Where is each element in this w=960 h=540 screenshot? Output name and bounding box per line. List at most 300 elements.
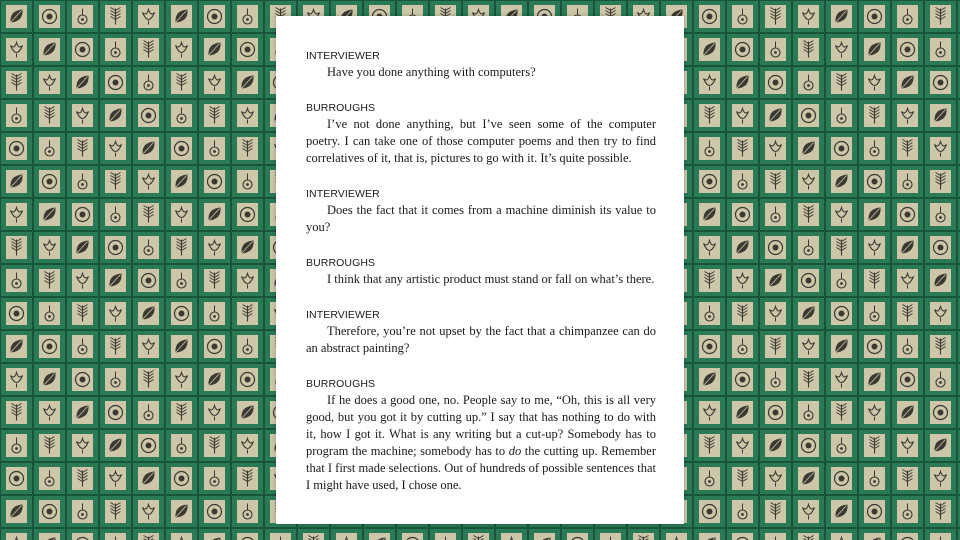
wallpaper-tile-bloom-icon	[67, 430, 98, 461]
wallpaper-tile-seed-icon	[727, 496, 758, 527]
wallpaper-tile-bloom-icon	[892, 100, 923, 131]
wallpaper-tile-bloom-icon	[694, 67, 725, 98]
wallpaper-tile-fern-icon	[298, 529, 329, 540]
wallpaper-tile-flower-icon	[34, 496, 65, 527]
wallpaper-tile-bloom-icon	[199, 67, 230, 98]
wallpaper-tile-flower-icon	[166, 298, 197, 329]
speech-text: Have you done anything with computers?	[327, 65, 536, 79]
wallpaper-tile-flower-icon	[760, 397, 791, 428]
wallpaper-tile-bloom-icon	[199, 397, 230, 428]
wallpaper-tile-seed-icon	[1, 265, 32, 296]
wallpaper-tile-leaf-icon	[826, 331, 857, 362]
wallpaper-tile-bloom-icon	[760, 463, 791, 494]
wallpaper-tile-seed-icon	[232, 496, 263, 527]
wallpaper-tile-leaf-icon	[727, 397, 758, 428]
wallpaper-tile-flower-icon	[397, 529, 428, 540]
wallpaper-tile-seed-icon	[133, 232, 164, 263]
wallpaper-tile-flower-icon	[760, 67, 791, 98]
wallpaper-tile-flower-icon	[760, 232, 791, 263]
wallpaper-tile-seed-icon	[793, 397, 824, 428]
wallpaper-tile-fern-icon	[694, 265, 725, 296]
wallpaper-tile-bloom-icon	[793, 166, 824, 197]
dialogue-block	[306, 50, 656, 81]
wallpaper-tile-bloom-icon	[496, 529, 527, 540]
wallpaper-tile-seed-icon	[760, 34, 791, 65]
wallpaper-tile-fern-icon	[34, 265, 65, 296]
wallpaper-tile-bloom-icon	[133, 166, 164, 197]
wallpaper-tile-seed-icon	[232, 1, 263, 32]
wallpaper-tile-leaf-icon	[166, 166, 197, 197]
wallpaper-tile-leaf-icon	[34, 364, 65, 395]
wallpaper-tile-leaf-icon	[727, 67, 758, 98]
wallpaper-tile-bloom-icon	[67, 100, 98, 131]
wallpaper-tile-seed-icon	[859, 133, 890, 164]
wallpaper-tile-bloom-icon	[826, 529, 857, 540]
wallpaper-tile-seed-icon	[67, 331, 98, 362]
speech-emphasis: do	[508, 444, 522, 458]
wallpaper-tile-leaf-icon	[892, 397, 923, 428]
speaker-label: INTERVIEWER	[306, 50, 380, 62]
wallpaper-tile-leaf-icon	[1, 331, 32, 362]
wallpaper-tile-seed-icon	[100, 364, 131, 395]
wallpaper-tile-leaf-icon	[232, 397, 263, 428]
wallpaper-tile-flower-icon	[694, 496, 725, 527]
wallpaper-tile-seed-icon	[760, 199, 791, 230]
wallpaper-tile-fern-icon	[859, 265, 890, 296]
wallpaper-tile-fern-icon	[67, 463, 98, 494]
wallpaper-tile-bloom-icon	[34, 67, 65, 98]
wallpaper-tile-fern-icon	[859, 100, 890, 131]
wallpaper-tile-fern-icon	[1, 67, 32, 98]
wallpaper-tile-bloom-icon	[727, 100, 758, 131]
wallpaper-tile-fern-icon	[166, 397, 197, 428]
wallpaper-tile-leaf-icon	[793, 133, 824, 164]
wallpaper-tile-leaf-icon	[133, 463, 164, 494]
wallpaper-tile-leaf-icon	[199, 364, 230, 395]
wallpaper-tile-flower-icon	[793, 100, 824, 131]
wallpaper-tile-flower-icon	[826, 298, 857, 329]
wallpaper-tile-flower-icon	[34, 166, 65, 197]
wallpaper-tile-bloom-icon	[760, 133, 791, 164]
wallpaper-tile-fern-icon	[34, 100, 65, 131]
wallpaper-tile-leaf-icon	[133, 133, 164, 164]
wallpaper-tile-fern-icon	[925, 496, 956, 527]
wallpaper-tile-seed-icon	[925, 34, 956, 65]
wallpaper-tile-bloom-icon	[100, 298, 131, 329]
wallpaper-tile-fern-icon	[826, 67, 857, 98]
wallpaper-tile-flower-icon	[892, 34, 923, 65]
wallpaper-tile-bloom-icon	[826, 199, 857, 230]
wallpaper-tile-leaf-icon	[760, 100, 791, 131]
wallpaper-tile-fern-icon	[892, 298, 923, 329]
wallpaper-tile-bloom-icon	[166, 34, 197, 65]
wallpaper-tile-fern-icon	[826, 397, 857, 428]
wallpaper-tile-fern-icon	[166, 67, 197, 98]
wallpaper-tile-bloom-icon	[232, 265, 263, 296]
wallpaper-tile-leaf-icon	[826, 166, 857, 197]
wallpaper-tile-bloom-icon	[1, 34, 32, 65]
wallpaper-tile-leaf-icon	[892, 67, 923, 98]
wallpaper-tile-seed-icon	[892, 166, 923, 197]
wallpaper-tile-seed-icon	[232, 331, 263, 362]
wallpaper-tile-leaf-icon	[232, 232, 263, 263]
wallpaper-tile-bloom-icon	[826, 34, 857, 65]
wallpaper-tile-fern-icon	[793, 199, 824, 230]
wallpaper-tile-leaf-icon	[199, 34, 230, 65]
interview-page	[276, 16, 684, 524]
wallpaper-tile-leaf-icon	[1, 496, 32, 527]
wallpaper-tile-flower-icon	[859, 496, 890, 527]
speech-text-part: If he does a good one, no. People say to me, “Oh, this is all very good, but you got it by cutting up.” I say that has nothing to do with it, how I got it. What is any writing but a cut-up? Somebody has to program the machine; somebody has to	[306, 393, 656, 458]
wallpaper-tile-leaf-icon	[100, 265, 131, 296]
wallpaper-tile-seed-icon	[34, 463, 65, 494]
wallpaper-tile-leaf-icon	[694, 34, 725, 65]
wallpaper-tile-leaf-icon	[166, 496, 197, 527]
wallpaper-tile-flower-icon	[793, 265, 824, 296]
wallpaper-tile-seed-icon	[826, 265, 857, 296]
wallpaper-tile-seed-icon	[166, 100, 197, 131]
wallpaper-tile-seed-icon	[793, 232, 824, 263]
wallpaper-tile-leaf-icon	[859, 364, 890, 395]
speech-text-part: the cutting up. Remember that I first made selections. Out of hundreds of possible sentences that I might have used, I chose one.	[306, 444, 657, 492]
wallpaper-tile-bloom-icon	[694, 232, 725, 263]
wallpaper-tile-flower-icon	[232, 364, 263, 395]
wallpaper-tile-leaf-icon	[67, 397, 98, 428]
wallpaper-tile-bloom-icon	[925, 298, 956, 329]
wallpaper-tile-leaf-icon	[166, 1, 197, 32]
wallpaper-tile-leaf-icon	[892, 232, 923, 263]
wallpaper-tile-leaf-icon	[826, 496, 857, 527]
wallpaper-tile-leaf-icon	[793, 463, 824, 494]
wallpaper-tile-seed-icon	[925, 199, 956, 230]
wallpaper-tile-bloom-icon	[694, 397, 725, 428]
wallpaper-tile-bloom-icon	[925, 463, 956, 494]
wallpaper-tile-bloom-icon	[67, 265, 98, 296]
wallpaper-tile-seed-icon	[892, 1, 923, 32]
wallpaper-tile-flower-icon	[232, 199, 263, 230]
wallpaper-tile-bloom-icon	[100, 133, 131, 164]
wallpaper-tile-flower-icon	[1, 133, 32, 164]
wallpaper-tile-flower-icon	[859, 1, 890, 32]
wallpaper-tile-seed-icon	[1, 100, 32, 131]
wallpaper-tile-flower-icon	[100, 232, 131, 263]
wallpaper-tile-flower-icon	[727, 199, 758, 230]
wallpaper-tile-leaf-icon	[694, 199, 725, 230]
dialogue-block	[306, 188, 656, 236]
wallpaper-tile-flower-icon	[892, 199, 923, 230]
wallpaper-tile-leaf-icon	[133, 298, 164, 329]
speaker-label: INTERVIEWER	[306, 188, 380, 200]
wallpaper-tile-flower-icon	[34, 331, 65, 362]
wallpaper-tile-fern-icon	[694, 100, 725, 131]
wallpaper-tile-fern-icon	[727, 133, 758, 164]
dialogue-block	[306, 102, 656, 167]
wallpaper-tile-fern-icon	[694, 430, 725, 461]
wallpaper-tile-fern-icon	[34, 430, 65, 461]
wallpaper-tile-seed-icon	[232, 166, 263, 197]
wallpaper-tile-flower-icon	[133, 265, 164, 296]
wallpaper-tile-bloom-icon	[1, 529, 32, 540]
wallpaper-tile-leaf-icon	[232, 67, 263, 98]
wallpaper-tile-bloom-icon	[133, 496, 164, 527]
wallpaper-tile-seed-icon	[67, 166, 98, 197]
wallpaper-tile-seed-icon	[925, 529, 956, 540]
wallpaper-tile-fern-icon	[463, 529, 494, 540]
wallpaper-tile-flower-icon	[232, 34, 263, 65]
wallpaper-tile-fern-icon	[760, 1, 791, 32]
wallpaper-tile-bloom-icon	[232, 430, 263, 461]
wallpaper-tile-seed-icon	[34, 298, 65, 329]
wallpaper-tile-flower-icon	[727, 364, 758, 395]
wallpaper-tile-fern-icon	[133, 34, 164, 65]
wallpaper-tile-seed-icon	[694, 133, 725, 164]
wallpaper-tile-bloom-icon	[727, 265, 758, 296]
wallpaper-tile-fern-icon	[892, 463, 923, 494]
wallpaper-tile-fern-icon	[67, 133, 98, 164]
wallpaper-tile-bloom-icon	[133, 331, 164, 362]
speech-text: Does the fact that it comes from a machine diminish its value to you?	[306, 203, 656, 234]
dialogue-block	[306, 378, 656, 494]
wallpaper-tile-bloom-icon	[1, 364, 32, 395]
wallpaper-tile-bloom-icon	[727, 430, 758, 461]
wallpaper-tile-leaf-icon	[793, 298, 824, 329]
wallpaper-tile-flower-icon	[562, 529, 593, 540]
wallpaper-tile-fern-icon	[100, 331, 131, 362]
wallpaper-tile-seed-icon	[694, 463, 725, 494]
wallpaper-tile-leaf-icon	[34, 529, 65, 540]
wallpaper-tile-seed-icon	[727, 331, 758, 362]
wallpaper-tile-bloom-icon	[859, 67, 890, 98]
wallpaper-tile-fern-icon	[760, 166, 791, 197]
wallpaper-tile-flower-icon	[67, 529, 98, 540]
wallpaper-tile-flower-icon	[925, 232, 956, 263]
wallpaper-tile-fern-icon	[100, 496, 131, 527]
wallpaper-tile-fern-icon	[628, 529, 659, 540]
wallpaper-tile-flower-icon	[166, 463, 197, 494]
wallpaper-tile-leaf-icon	[925, 265, 956, 296]
wallpaper-tile-flower-icon	[859, 331, 890, 362]
wallpaper-tile-bloom-icon	[892, 265, 923, 296]
wallpaper-tile-bloom-icon	[166, 199, 197, 230]
wallpaper-tile-seed-icon	[100, 34, 131, 65]
wallpaper-tile-leaf-icon	[199, 529, 230, 540]
wallpaper-tile-leaf-icon	[1, 166, 32, 197]
wallpaper-tile-leaf-icon	[925, 100, 956, 131]
wallpaper-tile-fern-icon	[232, 133, 263, 164]
wallpaper-tile-flower-icon	[133, 100, 164, 131]
wallpaper-tile-fern-icon	[67, 298, 98, 329]
wallpaper-tile-seed-icon	[1, 430, 32, 461]
wallpaper-tile-leaf-icon	[826, 1, 857, 32]
wallpaper-tile-seed-icon	[199, 463, 230, 494]
wallpaper-tile-seed-icon	[859, 298, 890, 329]
speech-text	[306, 392, 656, 494]
wallpaper-tile-leaf-icon	[760, 430, 791, 461]
wallpaper-tile-bloom-icon	[925, 133, 956, 164]
wallpaper-tile-seed-icon	[100, 529, 131, 540]
wallpaper-tile-seed-icon	[760, 364, 791, 395]
wallpaper-tile-bloom-icon	[199, 232, 230, 263]
wallpaper-tile-fern-icon	[727, 463, 758, 494]
wallpaper-tile-bloom-icon	[100, 463, 131, 494]
wallpaper-tile-fern-icon	[727, 298, 758, 329]
wallpaper-tile-fern-icon	[232, 463, 263, 494]
wallpaper-tile-flower-icon	[727, 34, 758, 65]
wallpaper-tile-leaf-icon	[694, 529, 725, 540]
wallpaper-tile-leaf-icon	[529, 529, 560, 540]
wallpaper-tile-leaf-icon	[166, 331, 197, 362]
wallpaper-tile-bloom-icon	[166, 364, 197, 395]
wallpaper-tile-seed-icon	[199, 133, 230, 164]
wallpaper-tile-flower-icon	[199, 1, 230, 32]
wallpaper-tile-flower-icon	[34, 1, 65, 32]
wallpaper-tile-fern-icon	[199, 100, 230, 131]
wallpaper-tile-seed-icon	[826, 430, 857, 461]
wallpaper-tile-seed-icon	[892, 331, 923, 362]
wallpaper-tile-seed-icon	[727, 166, 758, 197]
wallpaper-tile-flower-icon	[100, 397, 131, 428]
wallpaper-tile-fern-icon	[793, 34, 824, 65]
wallpaper-tile-flower-icon	[859, 166, 890, 197]
wallpaper-tile-fern-icon	[100, 1, 131, 32]
wallpaper-tile-seed-icon	[760, 529, 791, 540]
speaker-label: BURROUGHS	[306, 102, 376, 114]
wallpaper-tile-flower-icon	[727, 529, 758, 540]
wallpaper-tile-seed-icon	[694, 298, 725, 329]
wallpaper-tile-seed-icon	[826, 100, 857, 131]
speech-text: I think that any artistic product must stand or fall on what’s there.	[327, 272, 655, 286]
wallpaper-tile-fern-icon	[166, 232, 197, 263]
wallpaper-tile-bloom-icon	[826, 364, 857, 395]
wallpaper-tile-flower-icon	[166, 133, 197, 164]
wallpaper-tile-fern-icon	[859, 430, 890, 461]
wallpaper-tile-flower-icon	[133, 430, 164, 461]
wallpaper-tile-fern-icon	[1, 397, 32, 428]
wallpaper-tile-seed-icon	[133, 67, 164, 98]
wallpaper-tile-fern-icon	[925, 331, 956, 362]
wallpaper-tile-leaf-icon	[859, 529, 890, 540]
wallpaper-tile-fern-icon	[133, 199, 164, 230]
wallpaper-tile-leaf-icon	[925, 430, 956, 461]
wallpaper-tile-fern-icon	[760, 331, 791, 362]
wallpaper-tile-seed-icon	[133, 397, 164, 428]
wallpaper-tile-leaf-icon	[34, 199, 65, 230]
wallpaper-tile-bloom-icon	[793, 496, 824, 527]
wallpaper-tile-fern-icon	[199, 430, 230, 461]
wallpaper-tile-flower-icon	[925, 67, 956, 98]
wallpaper-tile-bloom-icon	[793, 331, 824, 362]
wallpaper-tile-bloom-icon	[859, 232, 890, 263]
wallpaper-tile-leaf-icon	[67, 67, 98, 98]
wallpaper-tile-flower-icon	[199, 166, 230, 197]
wallpaper-tile-leaf-icon	[727, 232, 758, 263]
speaker-label: BURROUGHS	[306, 257, 376, 269]
wallpaper-tile-flower-icon	[1, 298, 32, 329]
wallpaper-tile-fern-icon	[925, 166, 956, 197]
wallpaper-tile-flower-icon	[892, 364, 923, 395]
wallpaper-tile-leaf-icon	[760, 265, 791, 296]
wallpaper-tile-bloom-icon	[34, 232, 65, 263]
wallpaper-tile-seed-icon	[727, 1, 758, 32]
wallpaper-tile-leaf-icon	[859, 199, 890, 230]
wallpaper-tile-seed-icon	[67, 496, 98, 527]
wallpaper-tile-flower-icon	[694, 166, 725, 197]
wallpaper-tile-flower-icon	[826, 133, 857, 164]
wallpaper-tile-flower-icon	[694, 1, 725, 32]
wallpaper-tile-flower-icon	[793, 430, 824, 461]
wallpaper-tile-seed-icon	[265, 529, 296, 540]
wallpaper-tile-leaf-icon	[364, 529, 395, 540]
speaker-label: INTERVIEWER	[306, 309, 380, 321]
wallpaper-tile-bloom-icon	[166, 529, 197, 540]
wallpaper-tile-fern-icon	[892, 133, 923, 164]
wallpaper-tile-flower-icon	[892, 529, 923, 540]
wallpaper-tile-bloom-icon	[133, 1, 164, 32]
wallpaper-tile-seed-icon	[430, 529, 461, 540]
wallpaper-tile-seed-icon	[166, 430, 197, 461]
wallpaper-tile-fern-icon	[232, 298, 263, 329]
wallpaper-tile-flower-icon	[232, 529, 263, 540]
wallpaper-tile-leaf-icon	[694, 364, 725, 395]
wallpaper-tile-leaf-icon	[67, 232, 98, 263]
wallpaper-tile-bloom-icon	[892, 430, 923, 461]
wallpaper-tile-flower-icon	[826, 463, 857, 494]
wallpaper-tile-seed-icon	[34, 133, 65, 164]
wallpaper-tile-fern-icon	[925, 1, 956, 32]
speaker-label: BURROUGHS	[306, 378, 376, 390]
wallpaper-tile-seed-icon	[595, 529, 626, 540]
wallpaper-tile-seed-icon	[67, 1, 98, 32]
speech-text: I’ve not done anything, but I’ve seen some of the computer poetry. I can take one of those computer poems and then try to find correlatives of it, that is, pictures to go with it. It’s quite possible.	[306, 117, 656, 165]
wallpaper-tile-bloom-icon	[661, 529, 692, 540]
wallpaper-tile-bloom-icon	[760, 298, 791, 329]
wallpaper-tile-bloom-icon	[1, 199, 32, 230]
wallpaper-tile-bloom-icon	[859, 397, 890, 428]
wallpaper-tile-seed-icon	[859, 463, 890, 494]
wallpaper-tile-fern-icon	[199, 265, 230, 296]
wallpaper-tile-bloom-icon	[34, 397, 65, 428]
wallpaper-tile-flower-icon	[199, 331, 230, 362]
wallpaper-tile-seed-icon	[199, 298, 230, 329]
wallpaper-tile-flower-icon	[100, 67, 131, 98]
wallpaper-tile-flower-icon	[925, 397, 956, 428]
wallpaper-tile-flower-icon	[67, 364, 98, 395]
wallpaper-tile-flower-icon	[694, 331, 725, 362]
wallpaper-tile-fern-icon	[1, 232, 32, 263]
wallpaper-tile-fern-icon	[793, 529, 824, 540]
wallpaper-tile-seed-icon	[925, 364, 956, 395]
dialogue-block	[306, 257, 656, 288]
wallpaper-tile-bloom-icon	[331, 529, 362, 540]
wallpaper-tile-seed-icon	[100, 199, 131, 230]
wallpaper-tile-leaf-icon	[859, 34, 890, 65]
speech-text: Therefore, you’re not upset by the fact that a chimpanzee can do an abstract painting?	[306, 324, 656, 355]
wallpaper-tile-fern-icon	[100, 166, 131, 197]
wallpaper-tile-fern-icon	[826, 232, 857, 263]
wallpaper-tile-leaf-icon	[100, 430, 131, 461]
wallpaper-tile-flower-icon	[1, 463, 32, 494]
wallpaper-tile-flower-icon	[67, 34, 98, 65]
wallpaper-tile-seed-icon	[793, 67, 824, 98]
wallpaper-tile-bloom-icon	[232, 100, 263, 131]
wallpaper-tile-flower-icon	[199, 496, 230, 527]
wallpaper-tile-leaf-icon	[100, 100, 131, 131]
wallpaper-tile-fern-icon	[793, 364, 824, 395]
wallpaper-tile-leaf-icon	[199, 199, 230, 230]
wallpaper-tile-seed-icon	[892, 496, 923, 527]
wallpaper-tile-flower-icon	[67, 199, 98, 230]
wallpaper-tile-leaf-icon	[1, 1, 32, 32]
